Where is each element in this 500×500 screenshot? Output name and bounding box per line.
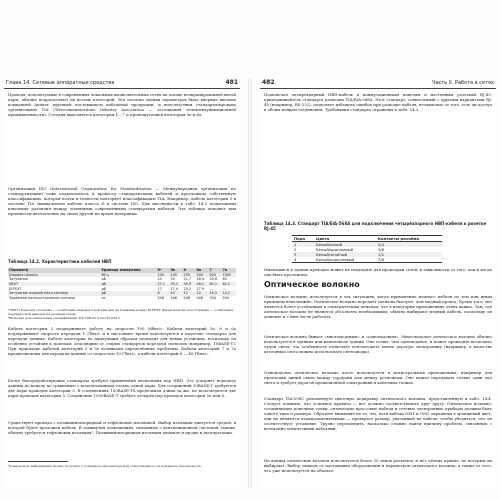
footnote: ¹Конкретную информацию можно получить у пожарного инспектора или ответственного за пожарную безопасность.: [8, 464, 203, 468]
table-cell: 600: [208, 273, 221, 278]
table-header-cell: Единица измерения: [100, 268, 156, 273]
table-cell: 1: [292, 242, 314, 248]
table-cell: 5/4: [376, 242, 442, 248]
table-cell: 39,9: [182, 282, 195, 287]
paragraph: Существуют провода с поливинилхлоридной и тефлоновой изоляцией. Выбор изоляции диктуется средой, в которой будет проложен кабель. В замкнутых помещениях, связанных с вентиляционной системой здания, обычно требуется тефлоновая изоляция¹. Поливинилхлоридная изоляция дешевле и проще в эксплуатации.: [8, 420, 236, 435]
paragraph: Оптическое волокно используется в тех ситуациях, когда применение медного кабеля по тем или иным причинам невозможно. Оптическое волокно передаёт сигналы быстрее, чем медный провод. Кроме того, оно является более устойчивым к электрическим помехам, что в некоторых приложениях очень важно. Там, где оптическое волокно не является абсолютно необходимым, обычно выбирают медный кабель, поскольку он дешевле и с ним легче работать.: [264, 294, 492, 319]
table-cell: 100: [169, 273, 182, 278]
wiring-standard-table: [292, 235, 442, 263]
table-cell: 27,1: [156, 282, 169, 287]
table-cell: Задержка распространения сигнала: [9, 295, 75, 300]
paragraph: Провода, используемые в современных локальных вычислительных сетях на основе неэкранированной витой пары, обычно подразделяют на восемь категорий. Эта система оценки параметров была впервые введена компанией Anixter, крупным поставщиком кабельной продукции, и впоследствии стандартизирована организацией TIA (Telecommunications Industry Association — ассоциация телекоммуникационной промышленности). Сегодня выделяются категории 1 – 7 и промежуточная категория 5e и 6a.: [8, 92, 236, 117]
table-cell: 12: [182, 291, 195, 296]
table-cell: дБ: [100, 291, 156, 296]
table-cell: 20,8: [209, 277, 218, 282]
paragraph: Одномодовое оптическое волокно часто используется в магистральных приложениях, например для прокладки линий связи между городами или между регионами. Оно может передавать только один луч света и требует дорогой прецизионной электроники в конечных точках.: [264, 370, 492, 385]
table-header-cell: 5ᵃ: [156, 268, 169, 273]
chapter-title: Глава 14. Сетевые аппаратные средства: [6, 80, 115, 86]
table-cell: Белый/зелёный: [314, 252, 376, 257]
table-cell: 24: [157, 277, 162, 282]
part-title: Часть II. Работа в сетях: [432, 80, 494, 86]
table-cell: 14,1: [221, 291, 236, 296]
table-header-cell: 7a: [221, 268, 236, 273]
table-cell: 500: [195, 273, 208, 278]
table-cell: 30,1: [169, 282, 182, 287]
table-cell: дБ: [100, 282, 156, 287]
table-cell: Затухание отражённого сигнала: [8, 291, 100, 296]
table-cell: 100: [156, 273, 169, 278]
table-header-cell: Пара: [292, 236, 314, 242]
table-cell: 24: [170, 277, 175, 282]
table-cell: NEXT: [8, 282, 100, 287]
table-header-cell: Контакты разъёма: [376, 236, 442, 242]
table-note: ᵇВключая дополнительные спецификации TIA TSB 95 и ISO FDAM 2.: [8, 316, 122, 320]
table-cell: ELFEXT: [9, 286, 22, 291]
section-heading: Оптическое волокно: [264, 280, 360, 289]
table-cell: 60: [222, 277, 227, 282]
table-cell: 62,1: [221, 282, 236, 287]
table-row: [292, 257, 442, 263]
table-header-cell: Цвета: [314, 236, 376, 242]
table-cell: —: [222, 286, 226, 291]
table-cell: Белый/синий: [314, 242, 376, 248]
table-caption: Таблица 14.2. Характеристики кабелей НВП: [8, 259, 112, 264]
left-page: [4, 78, 240, 488]
table-cell: 14,1: [208, 291, 221, 296]
table-cell: 17,4: [170, 286, 179, 291]
table-cell: 23,2: [183, 286, 192, 291]
table-header-cell: 7: [208, 268, 221, 273]
footnote-rule: [8, 461, 68, 462]
table-cell: 1000: [221, 273, 236, 278]
table-cell: 48,1: [195, 282, 208, 287]
table-cell: МГц: [100, 273, 156, 278]
table-cell: дБ: [101, 286, 107, 291]
table-cell: Белый/коричневый: [315, 257, 355, 262]
table-header-cell: 6a: [195, 268, 208, 273]
table-cell: 504: [209, 295, 216, 300]
table-cell: Белый/оранжевый: [315, 247, 354, 252]
paragraph: Имеющаяся в здании проводка может не подходить для прокладки сетей, в зависимости от того, как и когда она была проложена.: [264, 267, 492, 277]
table-cell: 62,1: [208, 282, 221, 287]
table-cell: 4: [294, 257, 297, 262]
right-page-header: [260, 78, 496, 89]
table-cell: —: [209, 286, 213, 291]
right-page: [260, 78, 496, 488]
paragraph: Подключая четырёхпарный НВП-кабель к коммутационным панелям и настенным розеткам RJ-45, придерживайтесь стандарта разводки TIA/EIA-568A. Этот стандарт, совместимый с другими вариантами RJ-45 (например, RS-232), позволяет избежать ошибок при разводке кабеля, независимо от того, есть ли доступ к обоим концам соединения. Требования стандарта отражены в табл. 14.3.: [264, 92, 492, 112]
table-cell: 7/8: [377, 257, 385, 262]
table-cell: 17: [157, 286, 162, 291]
table-cell: 8: [156, 291, 169, 296]
table-cell: 2: [294, 247, 297, 252]
table-cell: 18,4: [196, 277, 205, 282]
table-cell: 548: [183, 295, 190, 300]
table-cell: 21,7: [183, 277, 192, 282]
table-header-cell: 5e: [169, 268, 182, 273]
paragraph: Стандарт TIA-598C рекомендует цветовую кодировку оптического волокна, представленную в табл. 14.4. Следует помнить, что основное правило — все должно соответствовать друг другу. Оптическое волокно, соединяющее конечные точки, оптические кроссовые кабели и сетевые электронные приборы должны быть одного типа и размера. Обратите внимание на то, что, хотя кабели OM1 и OM2 окрашены в оранжевый цвет, они не являются взаимозаменяемыми — проверьте размер, указанный на кабеле, чтобы убедиться, что он соответствует установке. Трудно переоценить, насколько сложно найти причину проблем, связанных с волоконно-оптическими кабелями.: [264, 396, 492, 431]
paragraph: Более быстродействующие стандарты требуют применения нескольких пар НВП. Это ускоряет передачу данных по каналу по сравнению с использованием только одной пары. Для соединений 10BASE-T требуются две пары проводов категории 5. В соединениях 100BASE-TX предельная длина та же, но используются две пары проводов категории 5. Соединение 1000BASE-T требует четырёх пар проводов категории 5e или 6.: [8, 378, 236, 398]
table-note: ᵃNEXT (Near-end crosstalk) — ослабление перекрёстной наводки на ближнем конце; ELFEXT (Equal level far-end crosstalk) — ослабление перекрёстной наводки на дальнем конце.: [8, 308, 234, 316]
table-cell: Затухание: [9, 277, 28, 282]
table-caption: Таблица 14.3. Стандарт TIA/EIA-568A для подключения четырёхпарного НВП-кабеля к розетке RJ-45: [264, 221, 487, 231]
paragraph: На концах оптических волокон используется более 30 типов разъёмов, и нет чётких правил, по которым их выбирают. Выбор зависит от поставщика оборудования и параметров оптического волокна, а также от того, что уже используется на объекте.: [264, 458, 492, 473]
book-gutter: [248, 78, 252, 488]
paragraph: Организация ISO (International Organization for Standardization — Международная организация по стандартизации) тоже подключилась к процессу стандартизации кабелей и предложила собственную классификацию, которая почти в точности повторяет классификацию TIA. Например, кабель категории 5 в системе TIA эквивалентен кабелю класса D в системе ISO. Для наглядности в табл. 14.2 подытожены ключевые различия между основными современными стандартами кабелей. Эта таблица поможет вам произвести впечатление на своих друзей на время вечеринки.: [8, 186, 236, 216]
table-cell: 504: [222, 295, 229, 300]
page-number-left: 481: [225, 79, 238, 86]
left-page-header: [4, 78, 240, 89]
table-cell: дБ: [101, 277, 107, 282]
table-cell: 548: [196, 295, 203, 300]
table-cell: 3: [292, 252, 314, 257]
table-cell: 27,9: [196, 286, 205, 291]
table-cell: 250: [182, 273, 195, 278]
table-row: [8, 296, 236, 301]
page-number-right: 482: [262, 79, 275, 86]
table-cell: 1/2: [376, 252, 442, 257]
table-cell: 10: [169, 291, 182, 296]
cable-characteristics-table: [8, 268, 236, 300]
table-cell: Ширина полосы: [8, 273, 100, 278]
table-cell: 12: [195, 291, 208, 296]
table-header-cell: Параметр: [8, 268, 100, 273]
table-cell: нс: [101, 295, 106, 300]
table-cell: 548: [157, 295, 164, 300]
table-header-cell: 6: [182, 268, 195, 273]
paragraph: Кабель категории 5 поддерживает работу на скорости 100 Мбит/с. Кабели категорий 5e, 6 и 6a поддерживают скорость передачи 1 Гбит/с и в настоящее время используются в качестве стандарта для передачи данных. Кабель категории 6a наилучшим образом подходит для новых установок, поскольку он особенно устойчив к помехам, исходящим от старых стандартов передачи сигналов (например, 10BASE-T). При прокладке кабелей категорий 5 и 5e возникали определённые проблемы. Кабели категорий 7 и 7a предназначены для передачи данных со скоростью 10 Гбит/с, а кабели категорий 8 — 40 Гбит/с.: [8, 326, 236, 356]
table-cell: 3/6: [377, 247, 385, 252]
table-cell: 548: [170, 295, 177, 300]
paragraph: Оптическое волокно бывает «многомодовым» и «одномодовым». Многомодовое оптическое волокно обычно используется в зданиях или комплексах зданий. Оно толще, чем одномодовое, и может проводить несколько лучей света; эта особенность позволяет использовать менее дорогую электронику (например, в качестве источника света можно использовать светодиоды).: [264, 334, 492, 354]
